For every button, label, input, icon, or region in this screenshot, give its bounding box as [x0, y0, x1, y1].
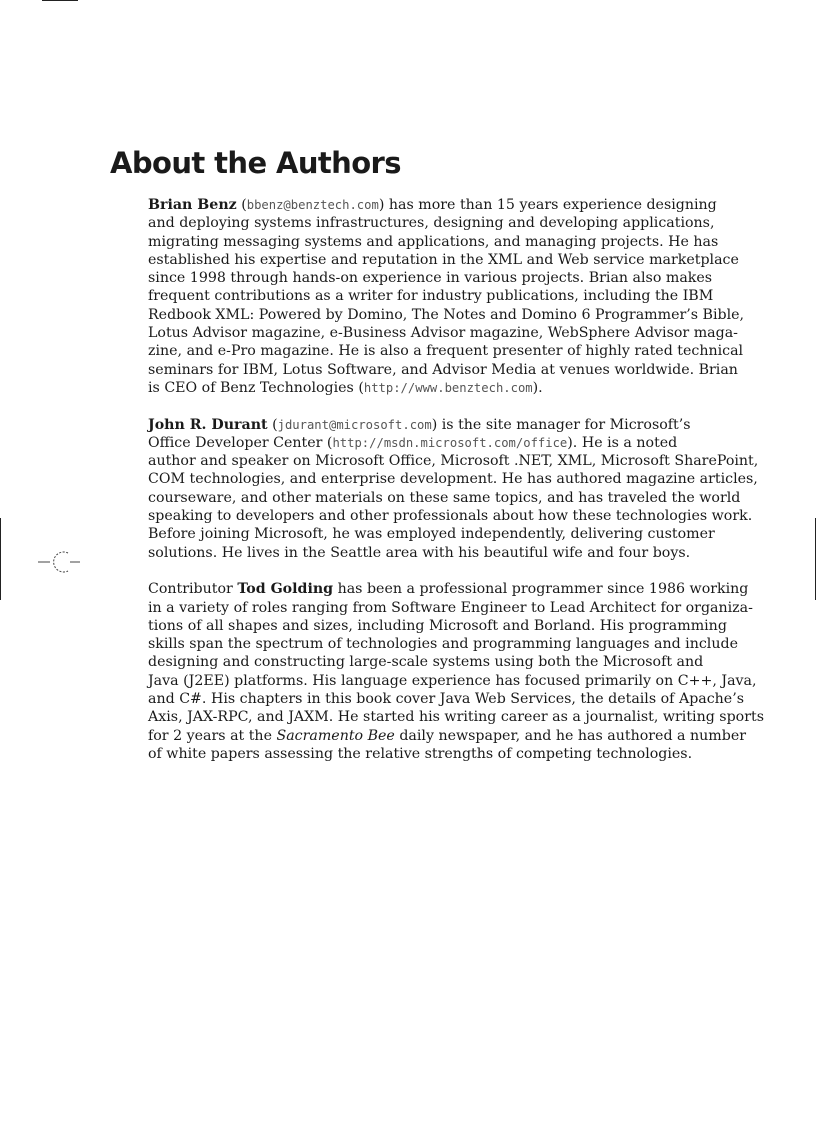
bio-line: frequent contributions as a writer for industry publications, including the IBM [148, 288, 714, 305]
bio-line: Office Developer Center (http://msdn.microsoft.com/office). He is a noted [148, 434, 678, 451]
bio-line: established his expertise and reputation in the XML and Web service marketplace [148, 251, 739, 268]
bio-line: Contributor Tod Golding has been a professional programmer since 1986 working [148, 581, 749, 598]
bio-line: John R. Durant (jdurant@microsoft.com) is the site manager for Microsoft’s [148, 416, 691, 433]
author-name: Tod Golding [237, 581, 334, 598]
bio-line: COM technologies, and enterprise development. He has authored magazine articles, [148, 471, 758, 488]
bio-line: seminars for IBM, Lotus Software, and Advisor Media at venues worldwide. Brian [148, 361, 738, 378]
bio-line: of white papers assessing the relative strengths of competing technologies. [148, 745, 693, 762]
bio-line: Lotus Advisor magazine, e-Business Advisor magazine, WebSphere Advisor maga- [148, 325, 738, 342]
bio-line: Before joining Microsoft, he was employed independently, delivering customer [148, 526, 715, 543]
bio-john-durant [148, 416, 759, 562]
author-email: jdurant@microsoft.com [277, 417, 432, 432]
author-name: Brian Benz [148, 197, 237, 213]
site-url: http://msdn.microsoft.com/office [332, 435, 568, 450]
bio-line: Brian Benz (bbenz@benztech.com) has more than 15 years experience designing [148, 197, 717, 213]
bio-line: zine, and e-Pro magazine. He is also a frequent presenter of highly rated technical [148, 343, 744, 360]
bio-line: in a variety of roles ranging from Software Engineer to Lead Architect for organiza- [148, 599, 753, 616]
bio-line: solutions. He lives in the Seattle area with his beautiful wife and four boys. [148, 544, 691, 561]
bio-line: tions of all shapes and sizes, including Microsoft and Borland. His programming [148, 617, 727, 634]
bio-line: designing and constructing large-scale systems using both the Microsoft and [148, 654, 704, 671]
bio-line: migrating messaging systems and applications, and managing projects. He has [148, 233, 719, 250]
page-title: About the Authors [110, 146, 401, 180]
bio-tod-golding [148, 580, 764, 763]
bio-line: and C#. His chapters in this book cover Java Web Services, the details of Apache’s [148, 691, 744, 708]
margin-rule-left [0, 518, 1, 600]
bio-line: Java (J2EE) platforms. His language experience has focused primarily on C++, Java, [148, 672, 757, 689]
company-url: http://www.benztech.com [363, 380, 533, 395]
registration-mark-icon [38, 548, 80, 576]
bio-line: is CEO of Benz Technologies (http://www.benztech.com). [148, 379, 543, 396]
bio-line: and deploying systems infrastructures, designing and developing applications, [148, 215, 715, 232]
bio-line: skills span the spectrum of technologies and programming languages and include [148, 636, 738, 653]
newspaper-title: Sacramento Bee [276, 727, 395, 744]
bio-line: author and speaker on Microsoft Office, Microsoft .NET, XML, Microsoft SharePoint, [148, 453, 759, 470]
bio-line: since 1998 through hands-on experience in various projects. Brian also makes [148, 270, 713, 287]
crop-mark-top [42, 0, 78, 1]
bio-brian-benz [148, 196, 745, 397]
bio-line: courseware, and other materials on these same topics, and has traveled the world [148, 489, 741, 506]
author-bios [148, 196, 764, 782]
bio-line: Axis, JAX-RPC, and JAXM. He started his writing career as a journalist, writing sports [148, 709, 764, 726]
bio-line: speaking to developers and other professionals about how these technologies work. [148, 508, 753, 525]
author-name: John R. Durant [148, 416, 268, 433]
bio-line: for 2 years at the Sacramento Bee daily newspaper, and he has authored a number [148, 727, 747, 744]
author-email: bbenz@benztech.com [246, 198, 379, 212]
bio-line: Redbook XML: Powered by Domino, The Notes and Domino 6 Programmer’s Bible, [148, 306, 745, 323]
